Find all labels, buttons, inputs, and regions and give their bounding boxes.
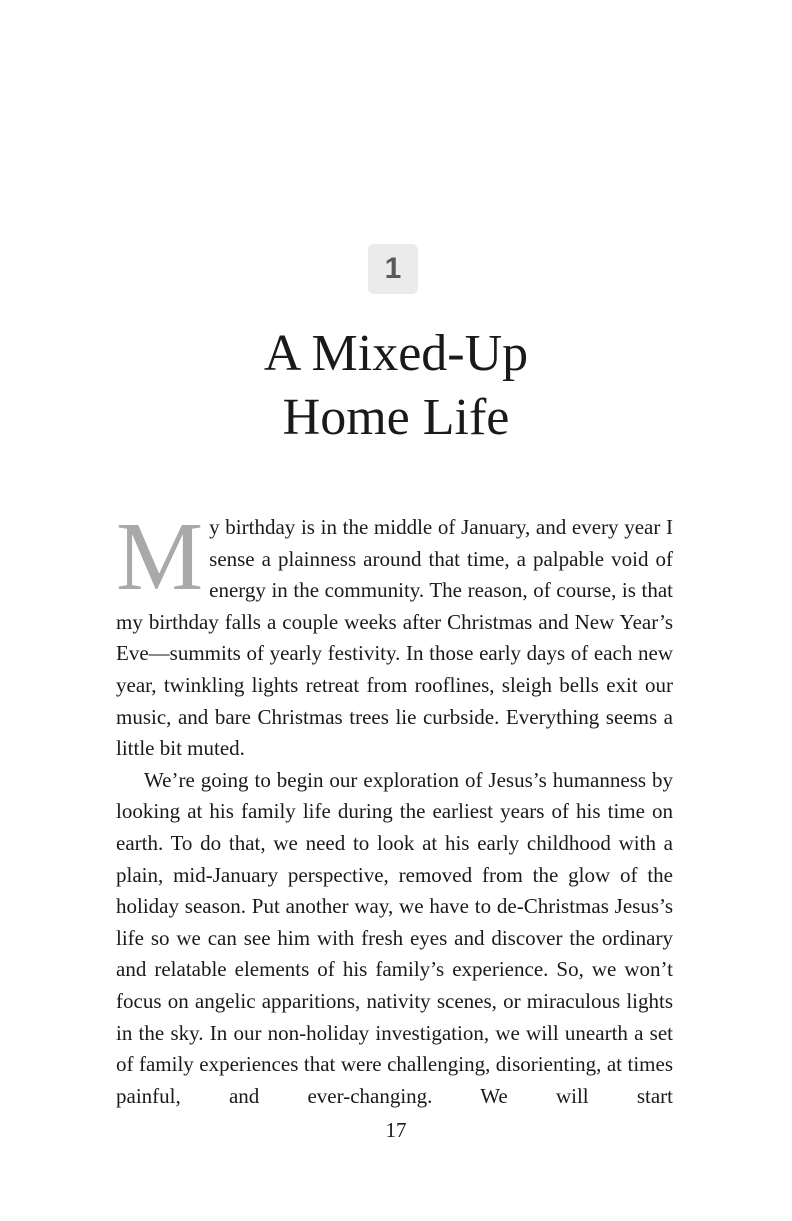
paragraph-1 xyxy=(116,503,673,765)
paragraph-2: We’re going to begin our exploration of Jesus’s humanness by looking at his family life during the earliest years of his time on earth. To do that, we need to look at his early childhood with a plain, mid-January perspective, removed from the glow of the holiday season. Put another way, we have to de-Christmas Jesus’s life so we can see him with fresh eyes and discover the ordinary and relatable elements of his family’s experience. So, we won’t focus on angelic apparitions, nativity scenes, or miraculous lights in the sky. In our non-holiday investigation, we will unearth a set of family experiences that were challenging, disorienting, at times painful, and ever-changing. We will start xyxy=(116,767,673,1108)
paragraph-1-text: y birthday is in the middle of January, and every year I sense a plainness around that time, a palpable void of energy in the community. The reason, of course, is that my birthday falls a couple weeks after Christmas and New Year’s Eve—summits of yearly festivity. In those early days of each new year, twinkling lights retreat from rooflines, sleigh bells exit our music, and bare Christmas trees lie curbside. Everything seems a little bit muted. xyxy=(116,515,673,761)
drop-cap: M xyxy=(116,503,204,611)
chapter-title-line-2: Home Life xyxy=(282,389,510,446)
page-number: 17 xyxy=(385,1118,407,1142)
chapter-title xyxy=(0,322,792,450)
chapter-title-line-1: A Mixed-Up xyxy=(263,325,529,382)
chapter-number-badge: 1 xyxy=(368,244,418,294)
chapter-body xyxy=(116,503,673,1112)
